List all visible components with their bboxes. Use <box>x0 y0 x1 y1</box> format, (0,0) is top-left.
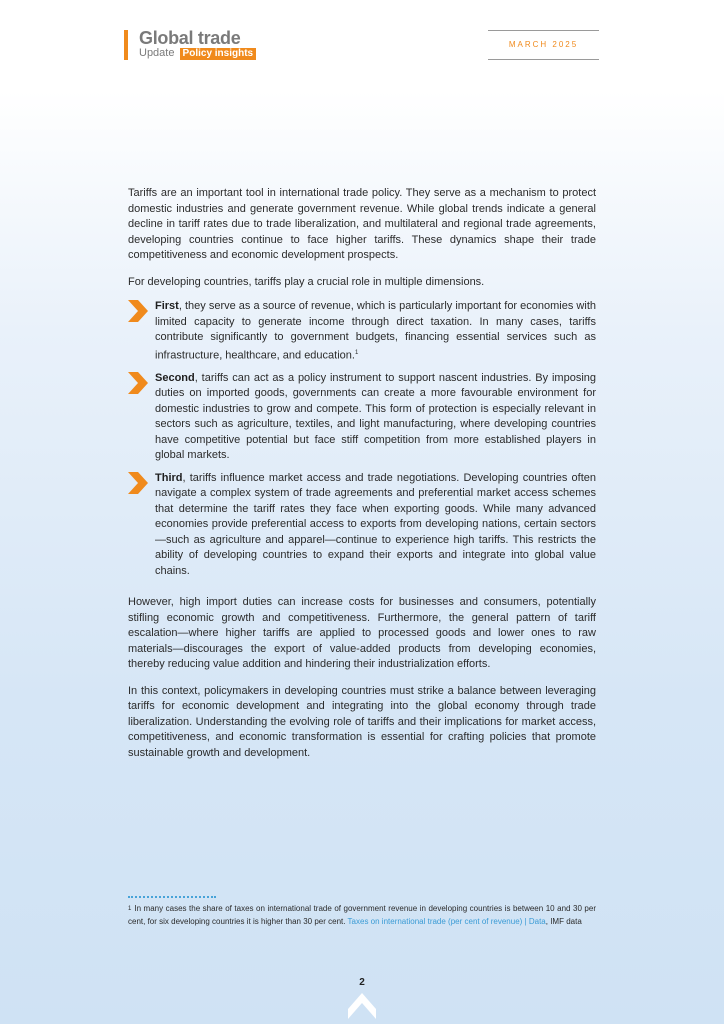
point-third <box>128 471 596 580</box>
point-body: , they serve as a source of revenue, which is particularly important for economies with limited capacity to generate income through direct taxation. In many cases, tariffs contribute significantly to government budgets, financing essential services such as infrastructure, healthcare, and education. <box>155 300 596 362</box>
point-heading: First <box>155 300 179 312</box>
footnote <box>128 903 596 928</box>
chevron-right-icon <box>128 372 148 394</box>
context-paragraph: In this context, policymakers in developing countries must strike a balance between leveraging tariffs for economic development and integrating into the global economy through trade liberalization. Understanding the evolving role of tariffs and their implications for market access, competitiveness, and economic transformation is essential for crafting policies that promote sustainable growth and development. <box>128 684 596 759</box>
intro-paragraph: Tariffs are an important tool in international trade policy. They serve as a mechanism to protect domestic industries and generate government revenue. While global trends indicate a general decline in tariff rates due to trade liberalization, and multilateral and regional trade agreements, developing countries continue to face higher tariffs. These dynamics shape their trade competitiveness and economic development prospects. <box>128 187 596 261</box>
page-header <box>124 30 599 64</box>
footnote-reference[interactable]: 1 <box>354 349 359 356</box>
point-text <box>155 299 596 364</box>
subtitle-prefix: Update <box>139 47 175 59</box>
point-heading: Third <box>155 471 183 484</box>
point-text <box>155 471 596 580</box>
policy-insights-tag: Policy insights <box>180 48 257 60</box>
publication-date: MARCH 2025 <box>508 40 579 49</box>
brand-accent-bar <box>124 30 128 60</box>
however-paragraph: However, high import duties can increase costs for businesses and consumers, potentially stifling economic growth and competitiveness. Furthermore, the general pattern of tariff escalation—where higher tariffs are applied to processed goods and lower ones to raw materials—discourages the export of value-added products from developing economies, thereby reducing value addition and hindering their industrialization efforts. <box>128 596 596 671</box>
footnote-text: In many cases the share of taxes on international trade of government revenue in developing countries is between 10 and 30 per cent, for six developing countries it is higher than 30 per cent. <box>128 904 596 926</box>
publication-subtitle <box>139 47 256 60</box>
publication-title: Global trade <box>139 28 241 48</box>
footnote-link[interactable]: Taxes on international trade (per cent of revenue) | Data <box>347 916 546 926</box>
chevron-up-icon[interactable] <box>348 993 376 1019</box>
page-number: 2 <box>359 977 365 988</box>
date-block <box>488 30 599 60</box>
point-body: , tariffs influence market access and trade negotiations. Developing countries often navigate a complex system of trade agreements and preferential market access schemes that determine the tariff rates they face when exporting goods. While many advanced economies provide preferential access to exports from developing nations, certain sectors—such as agriculture and apparel—continue to experience high tariffs. This restricts the ability of developing countries to expand their exports and integrate into global value chains. <box>155 471 596 577</box>
chevron-right-icon <box>128 472 148 494</box>
footnote-suffix: , IMF data <box>545 916 582 926</box>
chevron-right-icon <box>128 300 148 322</box>
footnote-divider <box>128 896 216 898</box>
point-second <box>128 371 596 464</box>
point-text <box>155 371 596 464</box>
point-first <box>128 299 596 364</box>
point-body: , tariffs can act as a policy instrument to support nascent industries. By imposing duties on imported goods, governments can create a more favourable environment for domestic industries to grow and compete. This form of protection is especially relevant in sectors such as agriculture, textiles, and light manufacturing, where developing countries have competitive potential but face stiff competition from more established players in global markets. <box>155 371 596 462</box>
point-heading: Second <box>155 371 195 384</box>
lead-paragraph: For developing countries, tariffs play a crucial role in multiple dimensions. <box>128 275 485 288</box>
footnote-number: 1 <box>128 906 132 912</box>
article-body <box>128 186 596 772</box>
